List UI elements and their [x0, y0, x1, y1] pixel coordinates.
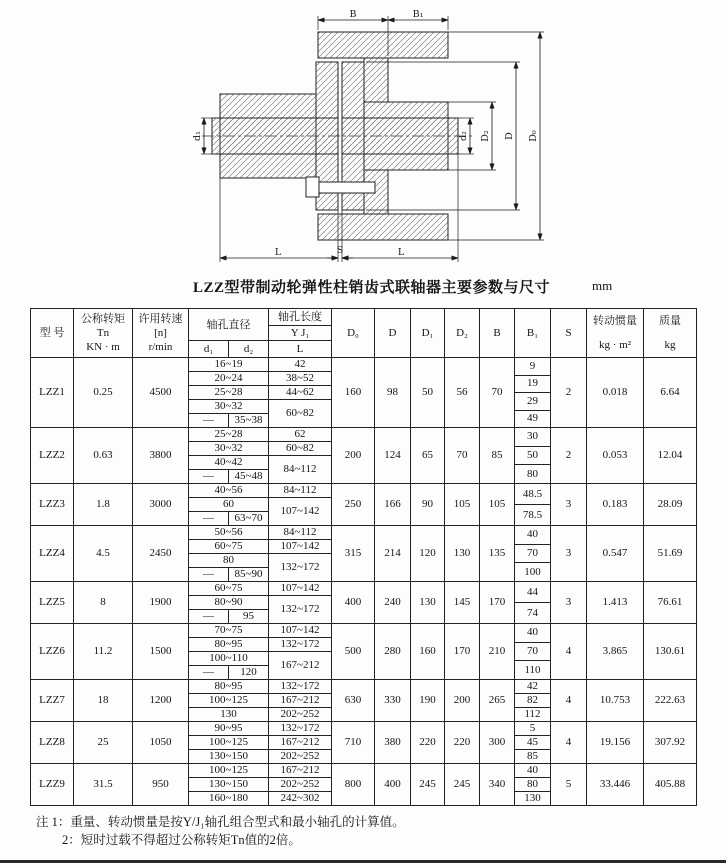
- cell-inertia: 33.446: [587, 764, 644, 806]
- cell-bore-d: 40~56: [189, 484, 269, 498]
- h-torque: 公称转矩 Tn KN · m: [74, 309, 133, 358]
- coupling-section-drawing: [190, 6, 590, 274]
- cell-D2: 145: [445, 582, 480, 624]
- cell-bore-L: 107~142: [269, 540, 332, 554]
- h-D2: D₂: [445, 309, 480, 358]
- cell-bore-d: 30~32: [189, 442, 269, 456]
- cell-S: 3: [551, 526, 587, 582]
- unit-label: mm: [592, 278, 613, 293]
- footnote-2: 2：短时过载不得超过公称转矩Tn值的2倍。: [62, 833, 301, 847]
- cell-B: 170: [480, 582, 515, 624]
- cell-B: 210: [480, 624, 515, 680]
- cell-D2: 220: [445, 722, 480, 764]
- cell-B1: [515, 764, 551, 806]
- b1-value: 82: [515, 693, 550, 707]
- brake-drum-top-rim: [318, 32, 448, 58]
- cell-bore-d2: 35~38: [229, 414, 269, 428]
- cell-B1: [515, 624, 551, 680]
- cell-D0: 800: [332, 764, 375, 806]
- cell-D0: 630: [332, 680, 375, 722]
- cell-bore-L: 132~172: [269, 638, 332, 652]
- cell-bore-d2: 95: [229, 610, 269, 624]
- b1-value: 85: [515, 749, 550, 763]
- cell-D1: 65: [411, 428, 445, 484]
- dim-d1-label: d₁: [192, 131, 203, 141]
- cell-mass: 222.63: [644, 680, 697, 722]
- b1-value: 74: [515, 602, 550, 623]
- cell-D1: 220: [411, 722, 445, 764]
- cell-S: 4: [551, 624, 587, 680]
- cell-bore-d: 130: [189, 708, 269, 722]
- table-row: [31, 428, 697, 442]
- cell-torque: 11.2: [74, 624, 133, 680]
- cell-B1: [515, 484, 551, 526]
- cell-D: 124: [375, 428, 411, 484]
- cell-model: LZZ5: [31, 582, 74, 624]
- cell-mass: 405.88: [644, 764, 697, 806]
- h-S: S: [551, 309, 587, 358]
- cell-D: 380: [375, 722, 411, 764]
- b1-value: 45: [515, 735, 550, 749]
- cell-mass: 130.61: [644, 624, 697, 680]
- cell-D: 98: [375, 358, 411, 428]
- cell-inertia: 0.183: [587, 484, 644, 526]
- left-shaft: [212, 118, 338, 154]
- cell-D2: 56: [445, 358, 480, 428]
- cell-bore-d: 130~150: [189, 750, 269, 764]
- brake-drum-bottom-rim: [318, 214, 448, 240]
- cell-bore-d1: —: [189, 512, 229, 526]
- cell-speed: 4500: [133, 358, 189, 428]
- cell-mass: 12.04: [644, 428, 697, 484]
- cell-bore-d: 80~95: [189, 680, 269, 694]
- cell-B: 340: [480, 764, 515, 806]
- b1-stack: [515, 722, 550, 763]
- cell-bore-d1: —: [189, 568, 229, 582]
- cell-inertia: 19.156: [587, 722, 644, 764]
- cell-bore-d: 100~125: [189, 736, 269, 750]
- cell-bore-L: 242~302: [269, 792, 332, 806]
- cell-bore-d: 80~90: [189, 596, 269, 610]
- h-D0: D₀: [332, 309, 375, 358]
- cell-inertia: 0.053: [587, 428, 644, 484]
- cell-speed: 1900: [133, 582, 189, 624]
- coupling-drawing-svg: [190, 6, 590, 274]
- b1-value: 44: [527, 585, 538, 598]
- cell-mass: 307.92: [644, 722, 697, 764]
- dim-d2-label: d₂: [458, 131, 469, 141]
- cell-mass: 51.69: [644, 526, 697, 582]
- cell-model: LZZ3: [31, 484, 74, 526]
- cell-speed: 3000: [133, 484, 189, 526]
- cell-B1: [515, 358, 551, 428]
- cell-B: 105: [480, 484, 515, 526]
- cell-inertia: 1.413: [587, 582, 644, 624]
- h-d1: d₁: [189, 341, 229, 358]
- cell-bore-L: 42: [269, 358, 332, 372]
- dim-b-label: B: [349, 9, 357, 20]
- cell-S: 2: [551, 428, 587, 484]
- cell-bore-d: 100~110: [189, 652, 269, 666]
- dim-b1-label: B₁: [412, 9, 424, 20]
- cell-bore-d1: —: [189, 470, 229, 484]
- h-mass: 质量 kg: [644, 309, 697, 358]
- table-row: [31, 764, 697, 778]
- cell-bore-d2: 120: [229, 666, 269, 680]
- cell-D0: 200: [332, 428, 375, 484]
- cell-bore-L: 84~112: [269, 456, 332, 484]
- cell-bore-d: 60~75: [189, 582, 269, 596]
- table-row: [31, 722, 697, 736]
- cell-B: 265: [480, 680, 515, 722]
- cell-bore-L: 167~212: [269, 764, 332, 778]
- cell-mass: 76.61: [644, 582, 697, 624]
- cell-inertia: 0.547: [587, 526, 644, 582]
- h-bore-len: 轴孔长度: [269, 309, 332, 326]
- cell-D1: 120: [411, 526, 445, 582]
- cell-D2: 170: [445, 624, 480, 680]
- cell-bore-L: 167~212: [269, 736, 332, 750]
- cell-torque: 1.8: [74, 484, 133, 526]
- cell-S: 4: [551, 680, 587, 722]
- table-row: [31, 582, 697, 596]
- cell-B1: [515, 428, 551, 484]
- h-d2: d₂: [229, 341, 269, 358]
- cell-bore-L: 60~82: [269, 442, 332, 456]
- b1-stack: [515, 680, 550, 721]
- pin-nut: [306, 177, 319, 197]
- cell-B: 135: [480, 526, 515, 582]
- cell-S: 4: [551, 722, 587, 764]
- cell-D0: 710: [332, 722, 375, 764]
- b1-value: 130: [515, 791, 550, 805]
- b1-value: 70: [515, 642, 550, 661]
- cell-bore-d: 60: [189, 498, 269, 512]
- table-row: [31, 484, 697, 498]
- cell-torque: 4.5: [74, 526, 133, 582]
- cell-S: 3: [551, 484, 587, 526]
- b1-value: 42: [527, 680, 538, 692]
- cell-bore-d: 60~75: [189, 540, 269, 554]
- cell-D: 400: [375, 764, 411, 806]
- cell-model: LZZ1: [31, 358, 74, 428]
- cell-D0: 160: [332, 358, 375, 428]
- dim-s-label: S: [336, 245, 344, 256]
- cell-D0: 400: [332, 582, 375, 624]
- b1-value: 100: [515, 562, 550, 581]
- title-bar: [0, 276, 726, 300]
- dim-d-label: D: [504, 132, 515, 140]
- cell-speed: 2450: [133, 526, 189, 582]
- cell-D: 214: [375, 526, 411, 582]
- b1-stack: [515, 624, 550, 679]
- b1-value: 50: [515, 446, 550, 465]
- cell-B: 70: [480, 358, 515, 428]
- b1-value: 5: [529, 722, 536, 734]
- cell-bore-d: 80: [189, 554, 269, 568]
- drum-web-top: [364, 58, 388, 102]
- cell-D1: 90: [411, 484, 445, 526]
- cell-D2: 130: [445, 526, 480, 582]
- b1-value: 48.5: [522, 487, 543, 500]
- cell-D0: 250: [332, 484, 375, 526]
- cell-bore-d: 130~150: [189, 778, 269, 792]
- cell-bore-L: 107~142: [269, 582, 332, 596]
- h-B: B: [480, 309, 515, 358]
- cell-bore-L: 132~172: [269, 680, 332, 694]
- cell-model: LZZ6: [31, 624, 74, 680]
- cell-bore-d: 50~56: [189, 526, 269, 540]
- b1-stack: [515, 764, 550, 805]
- cell-bore-d2: 85~90: [229, 568, 269, 582]
- cell-model: LZZ2: [31, 428, 74, 484]
- cell-B1: [515, 680, 551, 722]
- b1-value: 49: [515, 410, 550, 428]
- cell-S: 5: [551, 764, 587, 806]
- b1-value: 80: [515, 464, 550, 483]
- cell-B: 300: [480, 722, 515, 764]
- cell-D0: 500: [332, 624, 375, 680]
- b1-stack: [515, 358, 550, 427]
- b1-stack: [515, 526, 550, 581]
- cell-D2: 200: [445, 680, 480, 722]
- cell-bore-d1: —: [189, 610, 229, 624]
- cell-D: 166: [375, 484, 411, 526]
- cell-bore-L: 107~142: [269, 498, 332, 526]
- cell-S: 3: [551, 582, 587, 624]
- b1-stack: [515, 484, 550, 525]
- cell-torque: 0.63: [74, 428, 133, 484]
- b1-value: 112: [515, 707, 550, 721]
- cell-B1: [515, 582, 551, 624]
- b1-value: 80: [515, 777, 550, 791]
- cell-bore-d2: 63~70: [229, 512, 269, 526]
- cell-D: 280: [375, 624, 411, 680]
- cell-torque: 25: [74, 722, 133, 764]
- dim-d2cap-label: D₂: [480, 130, 491, 142]
- cell-bore-d2: 45~48: [229, 470, 269, 484]
- cell-bore-d: 16~19: [189, 358, 269, 372]
- cell-bore-d: 80~95: [189, 638, 269, 652]
- cell-D0: 315: [332, 526, 375, 582]
- cell-bore-L: 44~62: [269, 386, 332, 400]
- cell-bore-d1: —: [189, 414, 229, 428]
- cell-inertia: 10.753: [587, 680, 644, 722]
- h-L: L: [269, 341, 332, 358]
- cell-bore-L: 132~172: [269, 722, 332, 736]
- right-shaft: [342, 118, 458, 154]
- cell-B: 85: [480, 428, 515, 484]
- b1-value: 78.5: [515, 504, 550, 525]
- h-speed: 许用转速 [n] r/min: [133, 309, 189, 358]
- b1-value: 9: [529, 359, 536, 372]
- cell-bore-L: 107~142: [269, 624, 332, 638]
- cell-model: LZZ9: [31, 764, 74, 806]
- cell-bore-d: 25~28: [189, 428, 269, 442]
- cell-S: 2: [551, 358, 587, 428]
- dim-l-left-label: L: [274, 247, 282, 258]
- cell-mass: 28.09: [644, 484, 697, 526]
- cell-mass: 6.64: [644, 358, 697, 428]
- cell-bore-d: 90~95: [189, 722, 269, 736]
- table-row: [31, 624, 697, 638]
- cell-speed: 3800: [133, 428, 189, 484]
- cell-bore-L: 202~252: [269, 778, 332, 792]
- cell-B1: [515, 722, 551, 764]
- parameters-table: [30, 308, 697, 806]
- h-model: 型 号: [31, 309, 74, 358]
- cell-bore-d: 160~180: [189, 792, 269, 806]
- cell-bore-L: 132~172: [269, 554, 332, 582]
- cell-bore-L: 202~252: [269, 750, 332, 764]
- cell-bore-d: 25~28: [189, 386, 269, 400]
- cell-D1: 160: [411, 624, 445, 680]
- cell-bore-L: 167~212: [269, 652, 332, 680]
- b1-value: 29: [515, 392, 550, 410]
- cell-bore-L: 84~112: [269, 526, 332, 540]
- cell-bore-L: 202~252: [269, 708, 332, 722]
- b1-value: 70: [515, 544, 550, 563]
- page-title: LZZ型带制动轮弹性柱销齿式联轴器主要参数与尺寸: [193, 280, 551, 296]
- coupling-body: [212, 32, 458, 240]
- h-bore-dia: 轴孔直径: [189, 309, 269, 341]
- cell-inertia: 3.865: [587, 624, 644, 680]
- cell-D1: 130: [411, 582, 445, 624]
- cell-speed: 950: [133, 764, 189, 806]
- h-D1: D₁: [411, 309, 445, 358]
- b1-value: 40: [527, 626, 538, 639]
- cell-bore-d: 70~75: [189, 624, 269, 638]
- cell-torque: 8: [74, 582, 133, 624]
- footnote-1: 注 1：重量、转动惯量是按Y/J₁轴孔组合型式和最小轴孔的计算值。: [36, 815, 405, 829]
- cell-D: 240: [375, 582, 411, 624]
- cell-bore-L: 60~82: [269, 400, 332, 428]
- cell-B1: [515, 526, 551, 582]
- cell-D1: 245: [411, 764, 445, 806]
- b1-value: 40: [527, 764, 538, 776]
- cell-bore-d: 20~24: [189, 372, 269, 386]
- b1-value: 19: [515, 375, 550, 393]
- b1-value: 40: [527, 528, 538, 541]
- dim-l-right-label: L: [397, 247, 405, 258]
- footnotes: [36, 813, 726, 849]
- cell-torque: 0.25: [74, 358, 133, 428]
- cell-speed: 1500: [133, 624, 189, 680]
- h-yj1: Y J₁: [269, 326, 332, 341]
- cell-bore-L: 38~52: [269, 372, 332, 386]
- cell-bore-L: 62: [269, 428, 332, 442]
- cell-bore-d: 30~32: [189, 400, 269, 414]
- cell-D1: 190: [411, 680, 445, 722]
- table-row: [31, 526, 697, 540]
- cell-D2: 105: [445, 484, 480, 526]
- cell-speed: 1050: [133, 722, 189, 764]
- h-inertia: 转动惯量 kg · m²: [587, 309, 644, 358]
- cell-D2: 70: [445, 428, 480, 484]
- cell-bore-d: 40~42: [189, 456, 269, 470]
- cell-inertia: 0.018: [587, 358, 644, 428]
- pin-shaft: [319, 182, 375, 193]
- table-row: [31, 358, 697, 372]
- cell-speed: 1200: [133, 680, 189, 722]
- cell-model: LZZ8: [31, 722, 74, 764]
- cell-D1: 50: [411, 358, 445, 428]
- cell-bore-d: 100~125: [189, 694, 269, 708]
- h-D: D: [375, 309, 411, 358]
- cell-bore-L: 167~212: [269, 694, 332, 708]
- table-row: [31, 680, 697, 694]
- b1-value: 110: [515, 660, 550, 679]
- dim-d0-label: D₀: [528, 130, 539, 142]
- cell-bore-L: 84~112: [269, 484, 332, 498]
- cell-bore-d: 100~125: [189, 764, 269, 778]
- cell-D: 330: [375, 680, 411, 722]
- cell-model: LZZ7: [31, 680, 74, 722]
- cell-bore-d1: —: [189, 666, 229, 680]
- b1-stack: [515, 582, 550, 623]
- h-B1: B₁: [515, 309, 551, 358]
- cell-torque: 31.5: [74, 764, 133, 806]
- cell-D2: 245: [445, 764, 480, 806]
- cell-torque: 18: [74, 680, 133, 722]
- cell-model: LZZ4: [31, 526, 74, 582]
- cell-bore-L: 132~172: [269, 596, 332, 624]
- b1-stack: [515, 428, 550, 483]
- b1-value: 30: [527, 430, 538, 443]
